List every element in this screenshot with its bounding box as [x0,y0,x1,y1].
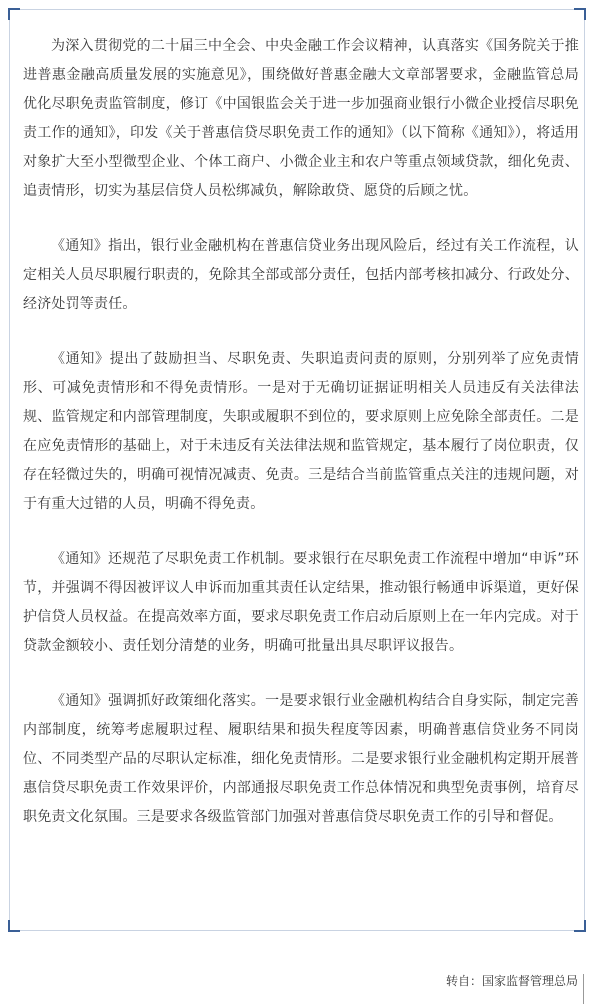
frame-corner-top-right [574,8,586,20]
frame-corner-bottom-right [574,920,586,932]
paragraph-principles: 《通知》提出了鼓励担当、尽职免责、失职追责问责的原则，分别列举了应免责情形、可减免责情形和不得免责情形。一是对于无确切证据证明相关人员违反有关法律法规、监管规定和内部管理制度，失职或履职不到位的，要求原则上应免除全部责任。二是在应免责情形的基础上，对于未违反有关法律法规和监管规定，基本履行了岗位职责，仅存在轻微过失的，明确可视情况减责、免责。三是结合当前监管重点关注的违规问题，对于有重大过错的人员，明确不得免责。 [23,351,579,512]
paragraph-definition: 《通知》指出，银行业金融机构在普惠信贷业务出现风险后，经过有关工作流程，认定相关人员尽职履行职责的，免除其全部或部分责任，包括内部考核扣减分、行政处分、经济处罚等责任。 [23,238,579,312]
source-attribution: 转自：国家监督管理总局 [445,974,578,988]
frame-corner-bottom-left [8,920,20,932]
paragraph-mechanism: 《通知》还规范了尽职免责工作机制。要求银行在尽职免责工作流程中增加“申诉”环节，并强调不得因被评议人申诉而加重其责任认定结果，推动银行畅通申诉渠道，更好保护信贷人员权益。在提高效率方面，要求尽职免责工作启动后原则上在一年内完成。对于贷款金额较小、责任划分清楚的业务，明确可批量出具尽职评议报告。 [23,551,579,654]
paragraph-implementation: 《通知》强调抓好政策细化落实。一是要求银行业金融机构结合自身实际，制定完善内部制度，统筹考虑履职过程、履职结果和损失程度等因素，明确普惠信贷业务不同岗位、不同类型产品的尽职认定标准，细化免责情形。二是要求银行业金融机构定期开展普惠信贷尽职免责工作效果评价，内部通报尽职免责工作总体情况和典型免责事例，培育尽职免责文化氛围。三是要求各级监管部门加强对普惠信贷尽职免责工作的引导和督促。 [23,693,579,825]
source-divider [583,974,584,1004]
frame-corner-top-left [8,8,20,20]
article-body [23,32,579,858]
paragraph-intro: 为深入贯彻党的二十届三中全会、中央金融工作会议精神，认真落实《国务院关于推进普惠金融高质量发展的实施意见》，围绕做好普惠金融大文章部署要求，金融监管总局优化尽职免责监管制度，修订《中国银监会关于进一步加强商业银行小微企业授信尽职免责工作的通知》，印发《关于普惠信贷尽职免责工作的通知》（以下简称《通知》），将适用对象扩大至小型微型企业、个体工商户、小微企业主和农户等重点领域贷款，细化免责、追责情形，切实为基层信贷人员松绑减负，解除敢贷、愿贷的后顾之忧。 [23,38,579,199]
